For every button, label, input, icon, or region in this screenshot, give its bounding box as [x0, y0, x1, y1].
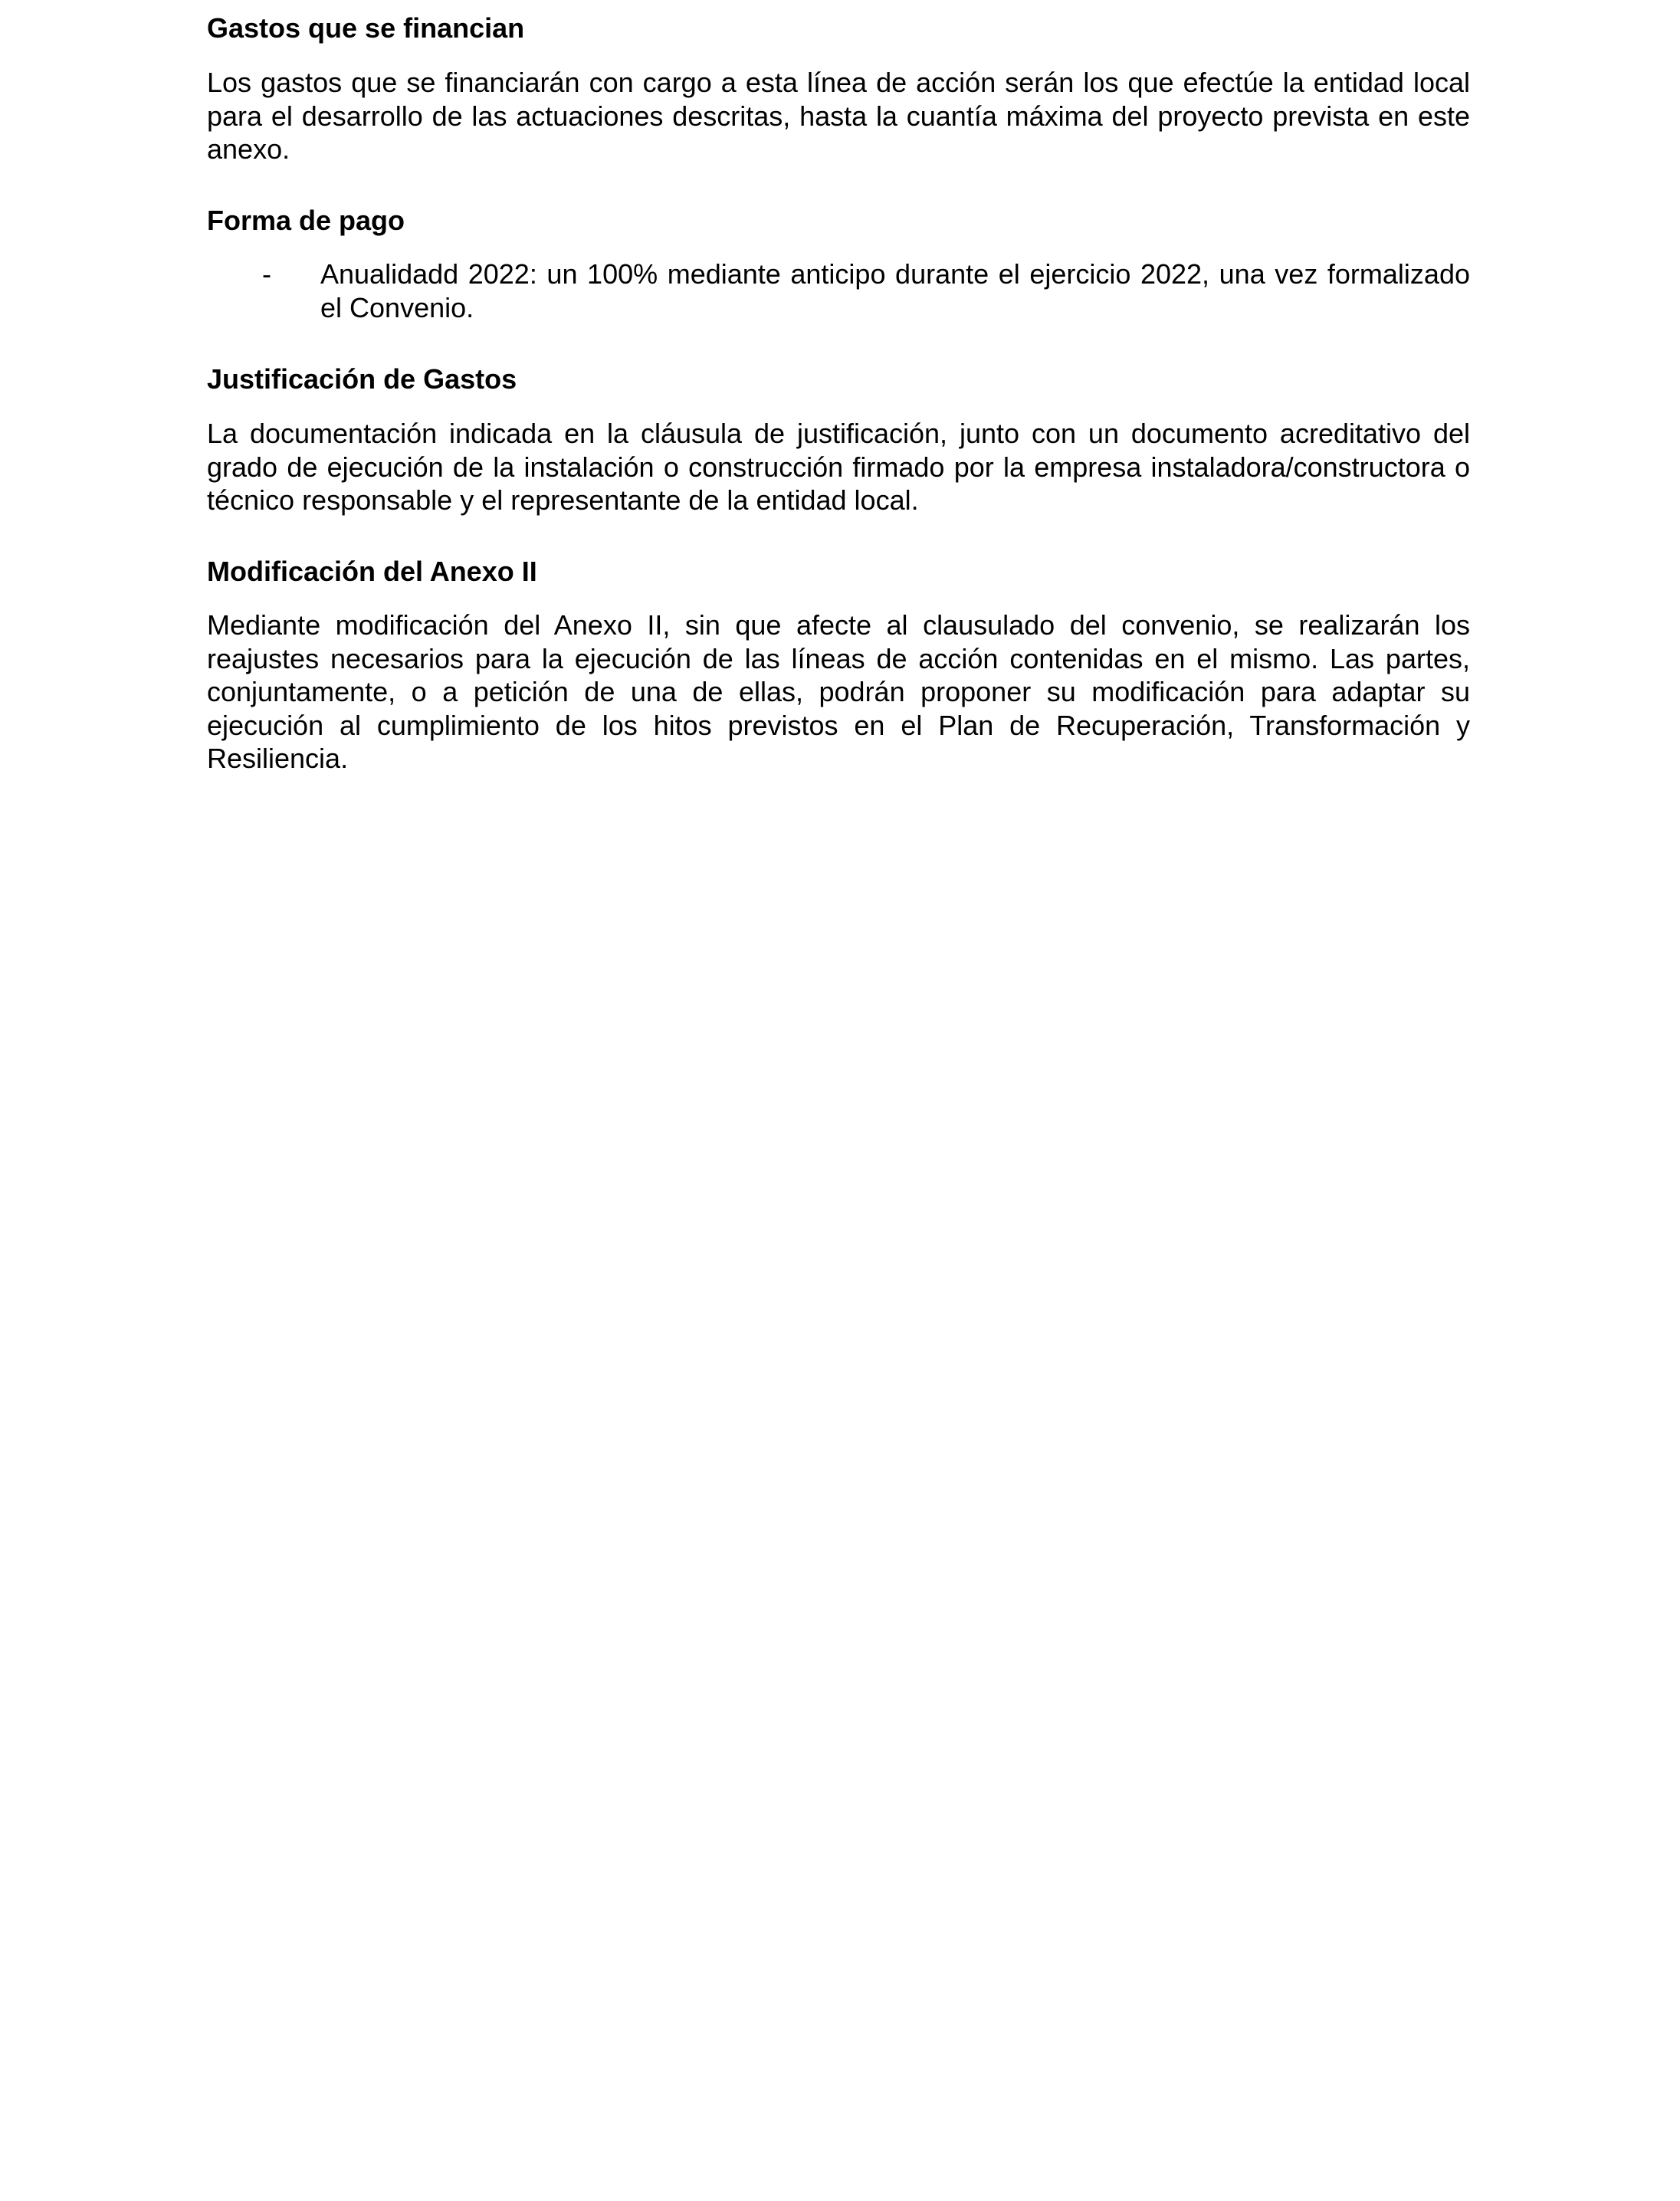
list-bullet: -: [262, 258, 271, 290]
heading-modificacion-anexo: Modificación del Anexo II: [207, 556, 537, 587]
paragraph-modificacion-anexo: Mediante modificación del Anexo II, sin que afecte al clausulado del convenio, se realizarán los reajustes necesarios para la ejecución de las líneas de acción contenidas en el mismo. Las partes, conjuntamente, o a petición de una de ellas, podrán proponer su modificación para adaptar su ejecución al cumplimiento de los hitos previstos en el Plan de Recuperación, Transformación y Resiliencia.: [207, 609, 1470, 774]
paragraph-justificacion-gastos: La documentación indicada en la cláusula de justificación, junto con un documento acreditativo del grado de ejecución de la instalación o construcción firmado por la empresa instaladora/constructora o técnico responsable y el representante de la entidad local.: [207, 418, 1470, 516]
heading-gastos-financian: Gastos que se financian: [207, 12, 525, 44]
paragraph-gastos-financian: Los gastos que se financiarán con cargo a esta línea de acción serán los que efectúe la entidad local para el desarrollo de las actuaciones descritas, hasta la cuantía máxima del proyecto prevista en este anexo.: [207, 67, 1470, 165]
heading-forma-pago: Forma de pago: [207, 205, 405, 236]
heading-justificacion-gastos: Justificación de Gastos: [207, 363, 517, 395]
list-item-text: Anualidadd 2022: un 100% mediante anticipo durante el ejercicio 2022, una vez formalizado el Convenio.: [320, 258, 1470, 323]
